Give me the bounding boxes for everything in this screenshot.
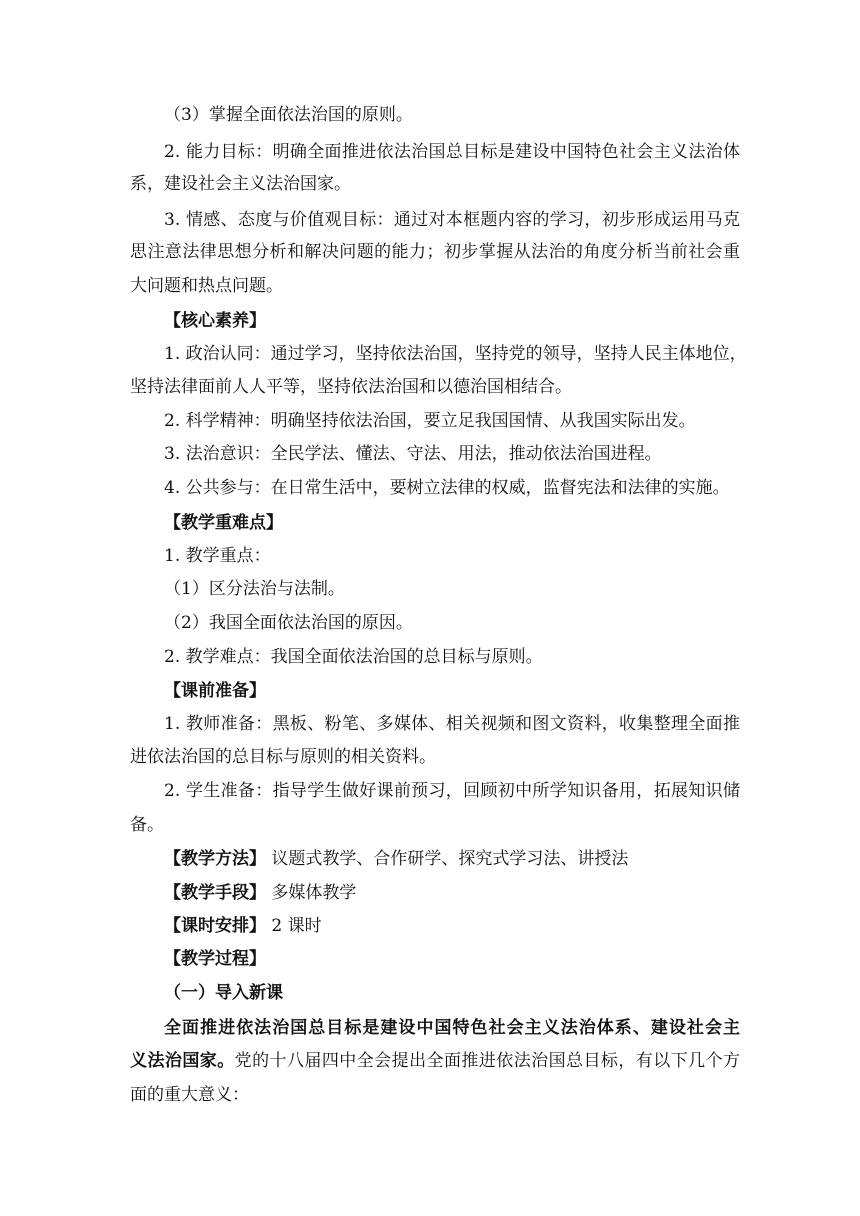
teaching-means-heading: 【教学手段】	[164, 883, 266, 903]
student-prep-line-1: 2. 学生准备：指导学生做好课前预习，回顾初中所学知识备用，拓展知识储	[164, 781, 740, 801]
teaching-focus-1: （1）区分法治与法制。	[164, 579, 345, 599]
core-political-line-2: 坚持法律面前人人平等，坚持依法治国和以德治国相结合。	[130, 377, 572, 397]
teaching-means	[130, 882, 740, 904]
intro-paragraph-line-3: 面的重大意义：	[130, 1085, 249, 1105]
goal-emotion-line-1: 3. 情感、态度与价值观目标：通过对本框题内容的学习，初步形成运用马克	[164, 210, 740, 230]
intro-text-line-2: 党的十八届四中全会提出全面推进依法治国总目标，有以下几个方	[234, 1051, 741, 1071]
student-prep-line-2: 备。	[130, 815, 164, 835]
teacher-prep-line-2: 进依法治国的总目标与原则的相关资料。	[130, 747, 436, 767]
teacher-prep-line-1: 1. 教师准备：黑板、粉笔、多媒体、相关视频和图文资料，收集整理全面推	[164, 714, 740, 734]
teaching-process-heading: 【教学过程】	[164, 949, 266, 969]
core-participation: 4. 公共参与：在日常生活中，要树立法律的权威，监督宪法和法律的实施。	[164, 478, 730, 498]
intro-paragraph-line-1	[130, 1017, 740, 1039]
intro-subheading: （一）导入新课	[164, 983, 283, 1003]
goal-ability-line-2: 系，建设社会主义法治国家。	[130, 174, 351, 194]
teaching-method-heading: 【教学方法】	[164, 849, 266, 869]
intro-bold-line-1: 全面推进依法治国总目标是建设中国特色社会主义法治体系、建设社会主	[164, 1018, 740, 1038]
class-schedule-heading: 【课时安排】	[164, 916, 266, 936]
teaching-method-value: 议题式教学、合作研学、探究式学习法、讲授法	[271, 849, 629, 869]
class-schedule	[130, 915, 740, 937]
goal-emotion-line-3: 大问题和热点问题。	[130, 276, 283, 296]
teaching-focus-2: （2）我国全面依法治国的原因。	[164, 613, 413, 633]
core-law-awareness: 3. 法治意识：全民学法、懂法、守法、用法，推动依法治国进程。	[164, 444, 662, 464]
teaching-difficulty: 2. 教学难点：我国全面依法治国的总目标与原则。	[164, 647, 543, 667]
goal-emotion-line-2: 思注意法律思想分析和解决问题的能力；初步掌握从法治的角度分析当前社会重	[130, 242, 740, 262]
goal-ability-line-1: 2. 能力目标：明确全面推进依法治国总目标是建设中国特色社会主义法治体	[164, 142, 740, 162]
teaching-means-value: 多媒体教学	[271, 883, 357, 903]
goal-knowledge-3: （3）掌握全面依法治国的原则。	[164, 105, 413, 125]
teaching-method	[130, 848, 740, 870]
core-literacy-heading: 【核心素养】	[164, 311, 266, 331]
intro-paragraph-line-2	[130, 1050, 740, 1072]
core-science: 2. 科学精神：明确坚持依法治国，要立足我国国情、从我国实际出发。	[164, 411, 696, 431]
class-schedule-value: 2 课时	[271, 916, 322, 936]
preparation-heading: 【课前准备】	[164, 681, 266, 701]
keypoints-heading: 【教学重难点】	[164, 513, 283, 533]
teaching-focus: 1. 教学重点：	[164, 546, 271, 566]
intro-bold-line-2: 义法治国家。	[130, 1051, 235, 1071]
core-political-line-1: 1. 政治认同：通过学习，坚持依法治国，坚持党的领导，坚持人民主体地位，	[164, 344, 747, 364]
